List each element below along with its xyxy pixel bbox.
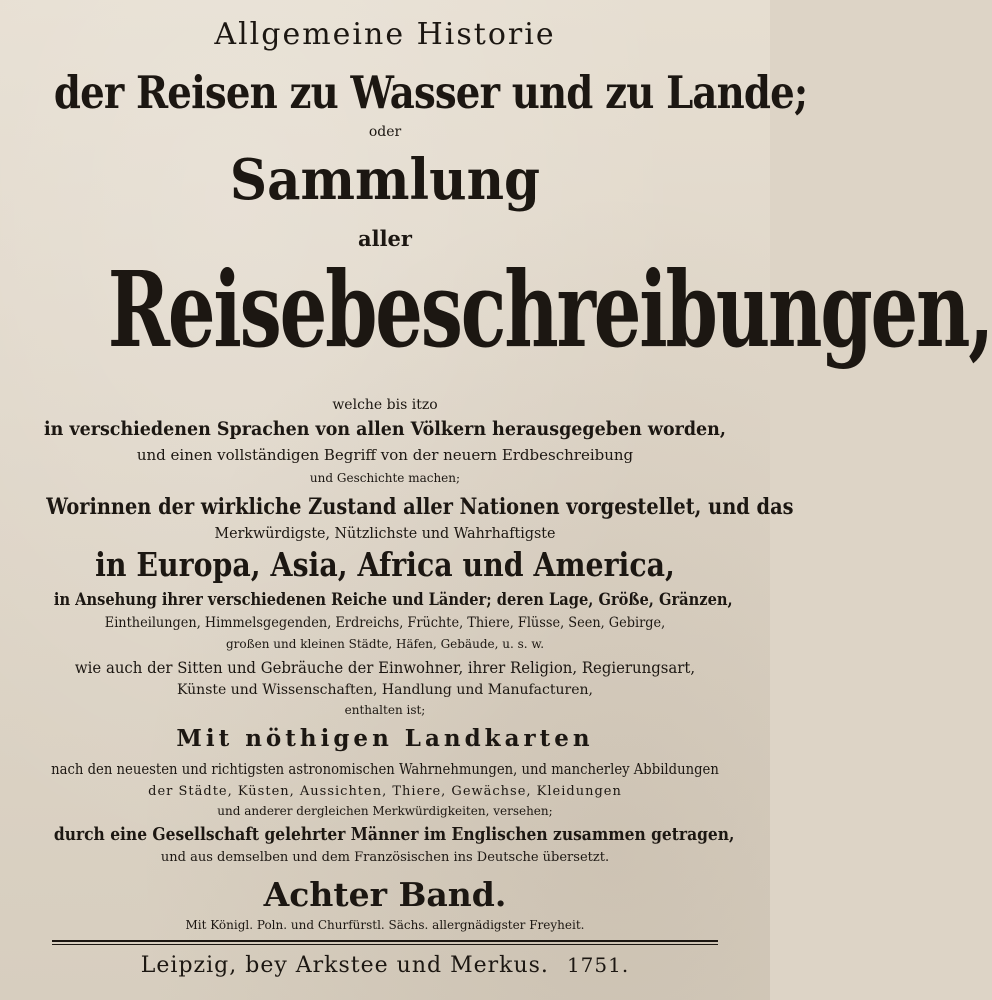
subtitle-line-1: welche bis itzo bbox=[332, 397, 438, 413]
subtitle-line-16: der Städte, Küsten, Aussichten, Thiere, Gewächse, Kleidungen bbox=[148, 784, 622, 799]
double-rule-thin bbox=[52, 944, 718, 945]
subtitle-line-18: durch eine Gesellschaft gelehrter Männer im Englischen zusammen getragen, bbox=[53, 824, 735, 845]
subtitle-line-10: großen und kleinen Städte, Häfen, Gebäude, u. s. w. bbox=[225, 637, 545, 651]
subtitle-line-19: und aus demselben und dem Französischen ins Deutsche übersetzt. bbox=[160, 850, 610, 865]
subtitle-line-8: in Ansehung ihrer verschiedenen Reiche und Länder; deren Lage, Größe, Gränzen, bbox=[53, 590, 733, 610]
privilege-line: Mit Königl. Poln. und Churfürstl. Sächs. allergnädigster Freyheit. bbox=[185, 918, 585, 932]
volume-label: Achter Band. bbox=[263, 875, 507, 914]
subtitle-line-2: in verschiedenen Sprachen von allen Völkern herausgegeben worden, bbox=[44, 418, 726, 440]
subtitle-line-11: wie auch der Sitten und Gebräuche der Einwohner, ihrer Religion, Regierungsart, bbox=[74, 658, 696, 677]
title-word-sammlung: Sammlung bbox=[229, 147, 541, 213]
imprint-line bbox=[0, 955, 770, 977]
subtitle-line-4: und Geschichte machen; bbox=[309, 471, 461, 485]
subtitle-line-continents: in Europa, Asia, Africa und America, bbox=[95, 545, 675, 584]
subtitle-line-6: Merkwürdigste, Nützlichste und Wahrhaftigste bbox=[214, 524, 556, 542]
double-rule-thick bbox=[52, 940, 718, 942]
subtitle-line-9: Eintheilungen, Himmelsgegenden, Erdreichs, Früchte, Thiere, Flüsse, Seen, Gebirge, bbox=[104, 615, 666, 631]
subtitle-line-17: und anderer dergleichen Merkwürdigkeiten, versehen; bbox=[217, 804, 553, 818]
subtitle-line-13: enthalten ist; bbox=[344, 703, 426, 717]
subtitle-line-3: und einen vollständigen Begriff von der neuern Erdbeschreibung bbox=[136, 446, 634, 464]
imprint-year: 1751. bbox=[566, 953, 630, 977]
title-line-reisen: der Reisen zu Wasser und zu Lande; bbox=[53, 66, 808, 119]
subtitle-line-5: Worinnen der wirkliche Zustand aller Nationen vorgestellet, und das bbox=[46, 494, 794, 520]
subtitle-line-landkarten: Mit nöthigen Landkarten bbox=[176, 725, 594, 752]
subtitle-line-12: Künste und Wissenschaften, Handlung und Manufacturen, bbox=[177, 682, 593, 698]
main-title-reisebeschreibungen: Reisebeschreibungen, bbox=[107, 248, 992, 371]
title-word-oder: oder bbox=[368, 124, 402, 140]
imprint-publisher: Leipzig, bey Arkstee und Merkus. bbox=[140, 953, 549, 978]
title-line-allgemeine-historie: Allgemeine Historie bbox=[214, 17, 556, 52]
title-word-aller: aller bbox=[358, 226, 412, 251]
subtitle-line-15: nach den neuesten und richtigsten astronomischen Wahrnehmungen, und mancherley Abbildungen bbox=[51, 760, 719, 778]
